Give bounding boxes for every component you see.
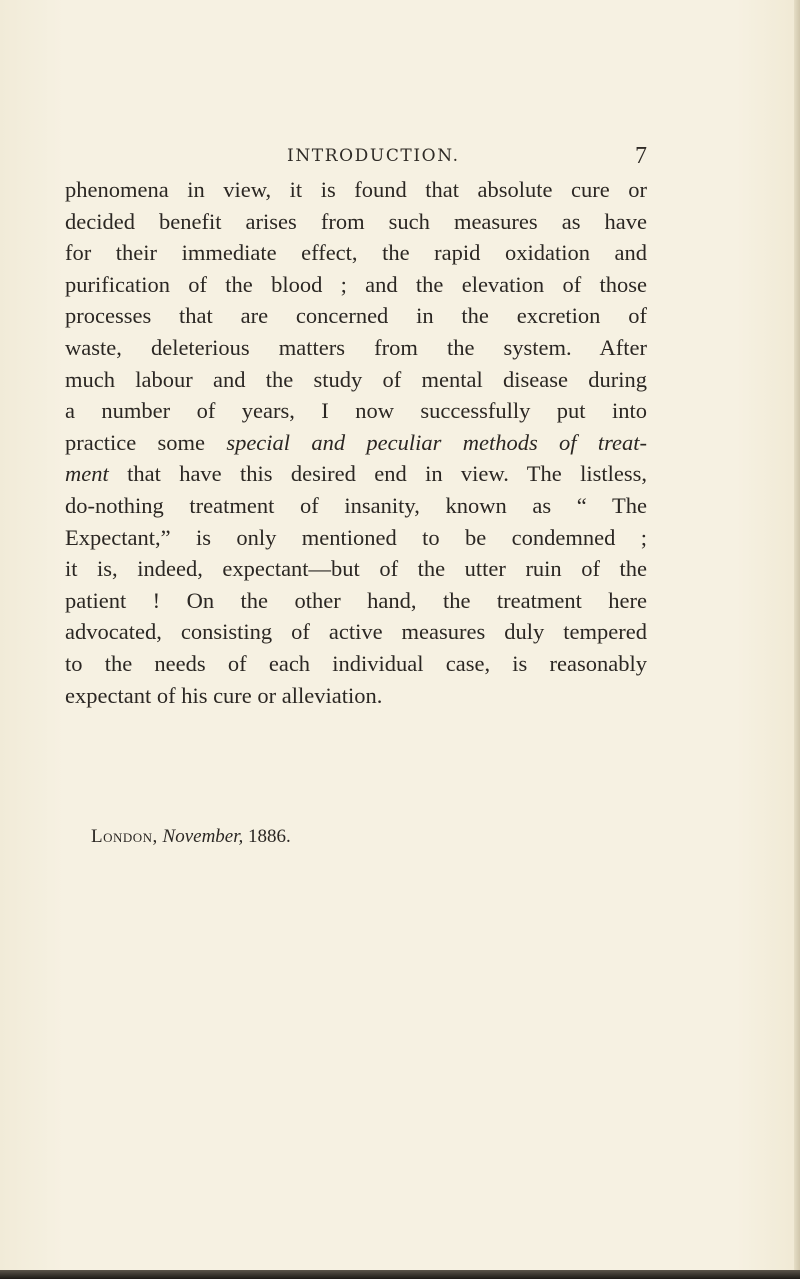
text-line: processes that are concerned in the excretion of	[65, 303, 647, 329]
text-line-with-italic	[65, 458, 647, 490]
text-line: much labour and the study of mental disease during	[65, 366, 647, 392]
text-line: Expectant,” is only mentioned to be condemned ;	[65, 524, 647, 550]
text-line: patient ! On the other hand, the treatment here	[65, 587, 647, 613]
text-run: that have this desired end in view. The listless,	[108, 461, 647, 487]
header-title: INTRODUCTION.	[287, 146, 460, 166]
text-line-with-italic	[65, 427, 647, 459]
text-line: do-nothing treatment of insanity, known as “ The	[65, 492, 647, 518]
text-line: to the needs of each individual case, is reasonably	[65, 650, 647, 676]
page-edge-shadow	[794, 0, 800, 1279]
signoff-place: London,	[91, 826, 158, 847]
signoff-line	[91, 826, 291, 848]
text-line: it is, indeed, expectant—but of the utter ruin of the	[65, 556, 647, 582]
text-line: phenomena in view, it is found that absolute cure or	[65, 177, 647, 202]
text-line: for their immediate effect, the rapid oxidation and	[65, 240, 647, 266]
text-line: expectant of his cure or alleviation.	[65, 682, 383, 708]
page-number: 7	[635, 143, 647, 169]
signoff-month: November,	[162, 826, 244, 847]
italic-phrase: special and peculiar methods of treat-	[226, 429, 647, 455]
text-line: a number of years, I now successfully put into	[65, 398, 647, 424]
text-line: decided benefit arises from such measures as have	[65, 208, 647, 234]
italic-word: ment	[65, 461, 109, 487]
text-line: advocated, consisting of active measures duly tempered	[65, 619, 647, 645]
scan-bottom-edge	[0, 1270, 800, 1279]
text-line: waste, deleterious matters from the system. After	[65, 334, 647, 360]
text-run: practice some	[65, 429, 227, 455]
signoff-year: 1886.	[248, 826, 291, 847]
text-line: purification of the blood ; and the elevation of those	[65, 271, 647, 297]
running-header	[287, 143, 647, 174]
body-paragraph	[65, 174, 647, 711]
